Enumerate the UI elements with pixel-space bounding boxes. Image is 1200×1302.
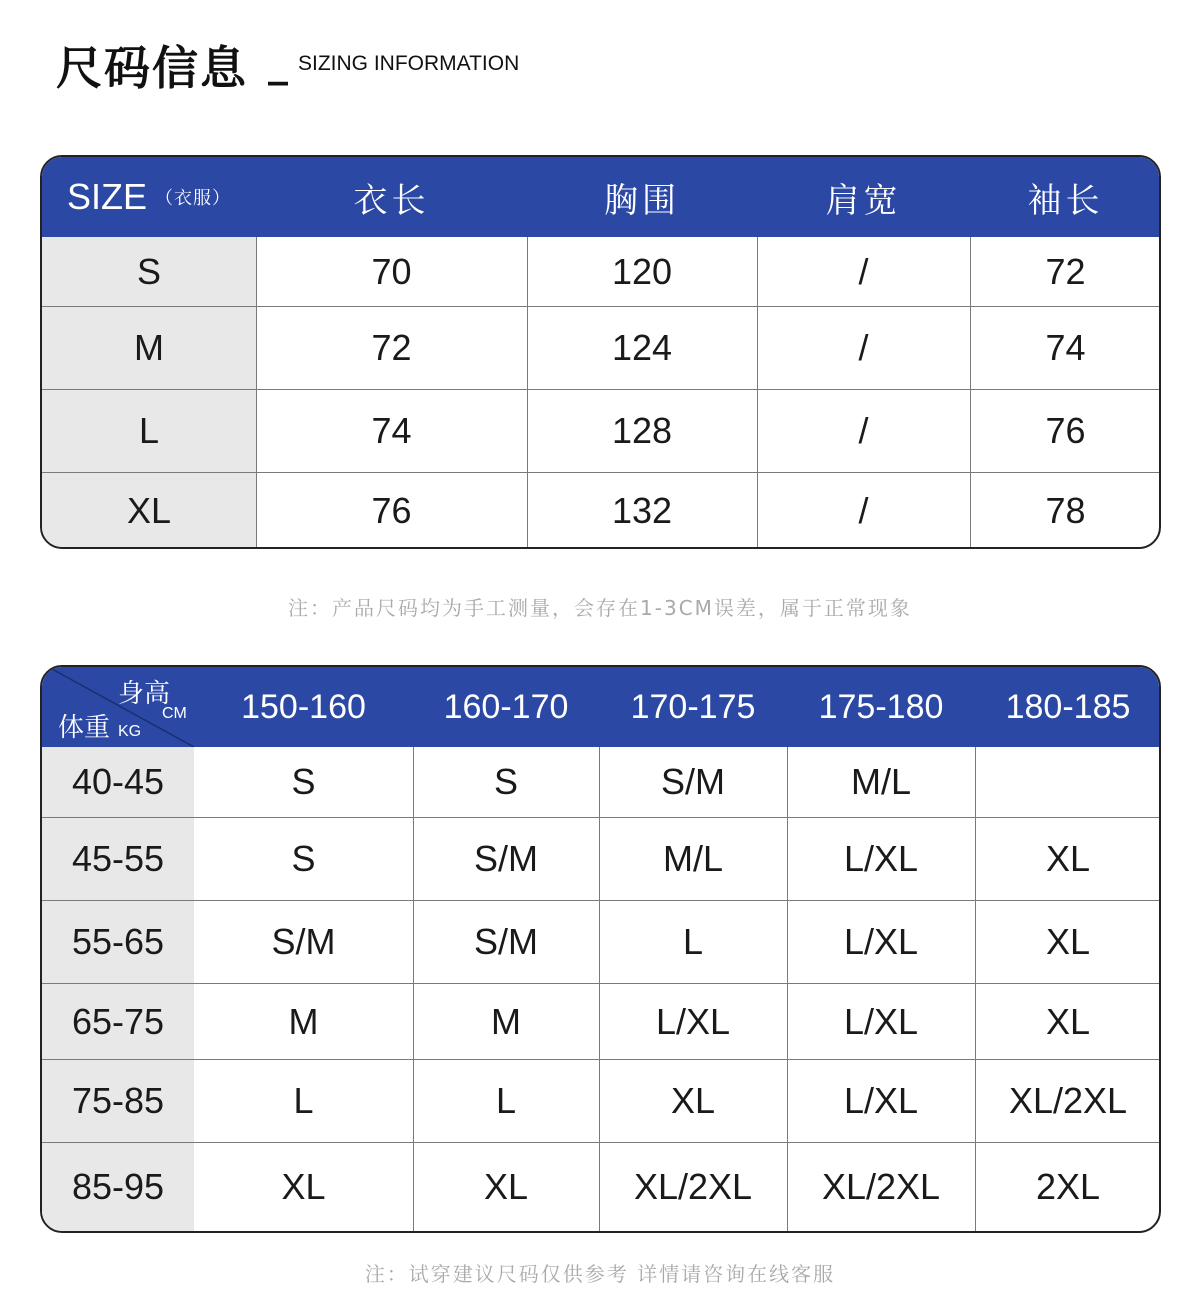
table-row [42,818,1159,900]
fit-cell: M [491,1000,521,1042]
fit-cell: L/XL [843,1000,919,1042]
fit-cell: S/M [473,921,538,962]
weight-cell: 65-75 [71,1000,165,1042]
page-title-en: SIZING INFORMATION [298,52,520,75]
shoulder-cell: / [858,490,869,531]
size-label: SIZE [66,176,147,217]
fit-cell: L/XL [843,1080,919,1121]
weight-cell: 45-55 [71,838,165,879]
fit-cell: XL [1045,1000,1091,1042]
chest-cell: 120 [611,250,673,292]
table-row [42,1143,1159,1231]
sleeve-cell: 72 [1045,250,1086,292]
table-row [42,237,1159,306]
fit-cell: L/XL [843,838,919,879]
fit-cell: XL [670,1080,716,1121]
fit-cell: L/XL [655,1000,731,1042]
fit-cell: XL/2XL [1008,1080,1128,1121]
chest-cell: 132 [611,490,673,531]
fit-cell: L [682,921,704,962]
garment-table-header [42,157,1159,237]
fit-cell: XL/2XL [821,1166,941,1207]
garment-size-table [40,155,1161,549]
height-header-5: 180-185 [1005,687,1131,726]
page-title-dash: _ [268,40,288,86]
sleeve-cell: 76 [1045,410,1086,451]
chest-cell: 128 [611,410,673,451]
fit-note: 注：试穿建议尺码仅供参考 详情请咨询在线客服 [364,1262,836,1286]
size-cell: XL [126,490,172,531]
fit-cell: XL/2XL [633,1166,753,1207]
length-cell: 76 [371,490,412,531]
fit-cell: S [291,838,316,879]
height-unit: CM [162,705,187,722]
fit-cell: L/XL [843,921,919,962]
size-cell: S [136,250,161,292]
weight-cell: 75-85 [71,1080,165,1121]
height-header-4: 175-180 [818,687,944,726]
fit-cell: XL [1045,921,1091,962]
fit-cell: XL [483,1166,529,1207]
fit-cell: M/L [850,761,911,802]
height-header-1: 150-160 [241,687,366,726]
weight-label: 体重 [58,713,111,743]
fit-cell [975,747,1161,817]
table-row [42,747,1159,817]
fit-cell: L [293,1080,314,1121]
size-cell: L [138,410,160,451]
length-cell: 70 [371,250,412,292]
table-row [42,1060,1159,1142]
table-row [42,984,1159,1059]
table-row [42,473,1159,549]
table-row [42,901,1159,983]
length-cell: 72 [371,327,412,368]
fit-recommendation-table [40,665,1161,1233]
chest-cell: 124 [611,327,673,368]
weight-cell: 85-95 [71,1166,165,1207]
fit-table-body [42,747,1159,1231]
size-sublabel: （衣服） [155,188,231,209]
fit-cell: M [288,1000,319,1042]
length-cell: 74 [371,410,412,451]
shoulder-cell: / [858,250,869,292]
height-header-2: 160-170 [443,687,569,726]
height-label: 身高 [118,679,171,709]
measurement-note: 注：产品尺码均为手工测量，会存在1-3CM误差，属于正常现象 [288,596,912,620]
col-header-chest: 胸围 [604,180,680,221]
weight-unit: KG [118,723,142,740]
sleeve-cell: 74 [1045,327,1086,368]
garment-table-body [42,237,1159,547]
shoulder-cell: / [858,327,869,368]
fit-cell: 2XL [1035,1166,1101,1207]
weight-cell: 40-45 [71,761,165,802]
col-header-length: 衣长 [353,180,430,221]
table-row [42,307,1159,389]
page-title-zh: 尺码信息 [56,41,248,95]
col-header-sleeve: 袖长 [1027,180,1104,221]
fit-cell: S [493,761,518,802]
weight-cell: 55-65 [71,921,165,962]
fit-table-header [42,667,1159,747]
fit-cell: XL [1045,838,1091,879]
fit-cell: M/L [662,838,723,879]
height-header-3: 170-175 [630,687,756,726]
col-header-shoulder: 肩宽 [825,180,902,221]
shoulder-cell: / [858,410,869,451]
fit-cell: L [495,1080,517,1121]
fit-cell: S/M [473,838,538,879]
fit-cell: XL [281,1166,326,1207]
sleeve-cell: 78 [1045,490,1086,531]
fit-cell: S/M [660,761,725,802]
size-cell: M [134,327,164,368]
table-row [42,390,1159,472]
corner-header [42,667,194,747]
size-column-header [42,157,256,237]
fit-cell: S/M [271,921,336,962]
fit-cell: S [291,761,316,802]
